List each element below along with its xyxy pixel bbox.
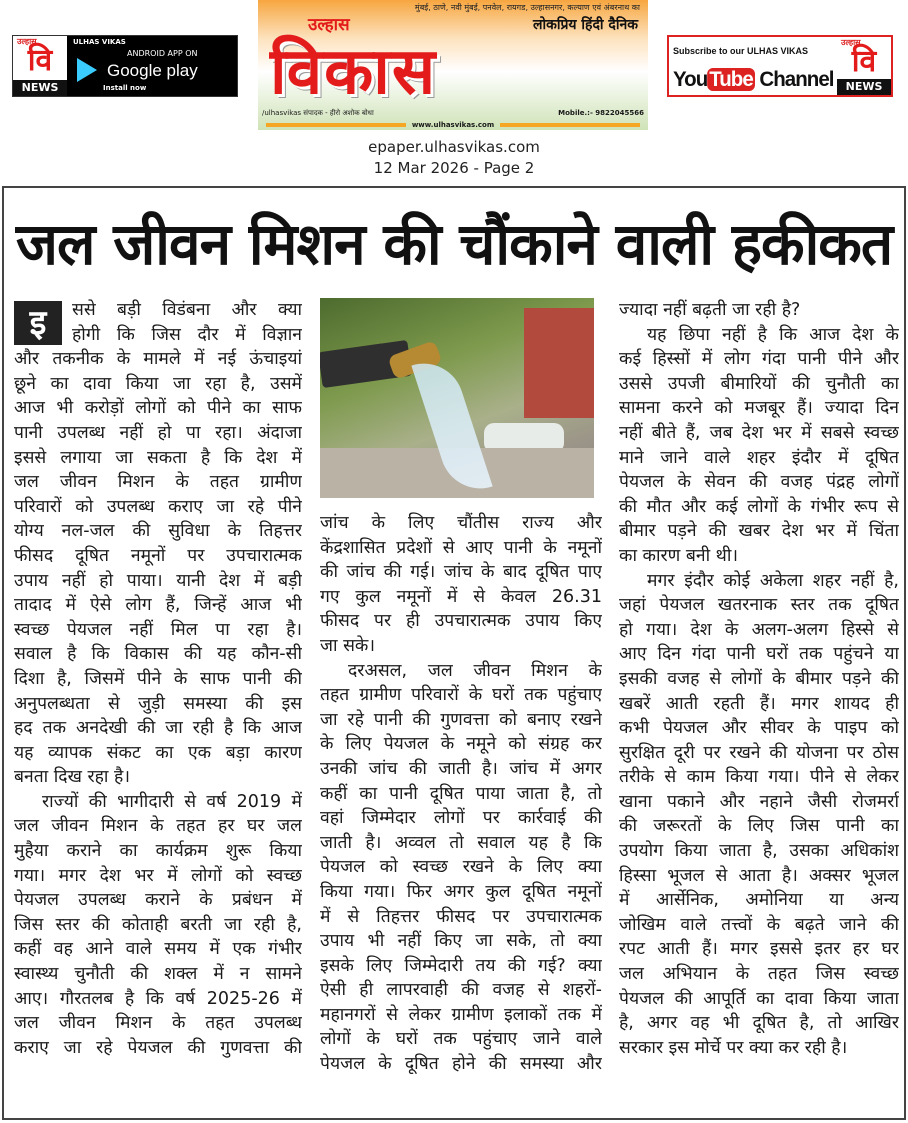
article-line: स्वास्थ्य चुनौती की शक्ल में न सामने xyxy=(14,964,302,985)
article-line: तरीके से काम किया गया। पीने से लेकर xyxy=(619,767,899,788)
masthead-info-strip xyxy=(258,107,648,119)
article-line: पानी उपलब्ध नहीं हो पा रहा। अंदाजा xyxy=(14,422,302,443)
article-line: छूने का दावा किया जा रहा है, उसमें xyxy=(14,373,302,394)
article-line: बनता दिख रहा है। xyxy=(14,767,130,788)
article-line: हो गया। देश के अलग-अलग हिस्से से xyxy=(619,619,899,640)
article-line: माने जाने वाले शहर इंदौर में दूषित xyxy=(619,447,899,468)
article-line: कहीं का पानी दूषित पाया जाता है, तो xyxy=(320,783,602,804)
article-line: फीसद दूषित नमूनों पर उपचारात्मक xyxy=(14,545,302,566)
google-play-badge[interactable] xyxy=(67,36,237,96)
youtube-subscribe[interactable] xyxy=(669,37,837,95)
article-line: लोगों के घरों तक पहुंचाए जाने वाले xyxy=(320,1029,602,1050)
article-line: राज्यों की भागीदारी से वर्ष 2019 में xyxy=(42,791,302,812)
article-line: जिस स्तर की कोताही बरती जा रही है, xyxy=(14,914,302,935)
article-line: बीमार पड़ने की खबर देश भर में चिंता xyxy=(619,521,899,542)
article-paragraph xyxy=(14,790,302,1061)
article-line: उपयोग किया जाता है, उसका अधिकांश xyxy=(619,841,899,862)
article-line: होगी कि जिस दौर में विज्ञान xyxy=(72,324,302,345)
article-line: गया। मगर देश भर में लोगों को स्वच्छ xyxy=(14,865,302,886)
article-line: ससे बड़ी विडंबना और क्या xyxy=(72,300,302,320)
article-line: यह व्यापक संकट का एक बड़ा कारण xyxy=(14,742,302,763)
logo-letter: वि xyxy=(851,44,877,79)
logo-letter: वि xyxy=(27,43,53,78)
article-line: आए। गौरतलब है कि वर्ष 2025-26 में xyxy=(14,988,302,1009)
epaper-date-page: 12 Mar 2026 - Page 2 xyxy=(373,159,535,177)
article-line: के लिए पेयजल के नमूने को संग्रह कर xyxy=(320,734,602,755)
ulhas-vikas-news-logo xyxy=(837,37,891,95)
drop-cap: इ xyxy=(14,301,62,345)
masthead-title: विकास xyxy=(270,35,438,109)
article-line: जल जीवन मिशन के तहत ग्रामीण xyxy=(14,472,302,493)
article-line: इससे लगाया जा सकता है कि देश में xyxy=(14,447,302,468)
youtube-channel-banner[interactable] xyxy=(667,35,893,97)
article-line: पेयजल उपलब्ध कराने के प्रबंधन में xyxy=(14,890,302,911)
masthead-social-editor: /ulhasvikas संपादक - हीरो अशोक बोधा xyxy=(262,109,374,117)
article-line: पेयजल की आपूर्ति का दावा किया जाता xyxy=(619,988,899,1009)
article-line: खाना पकाने और नहाने जैसी रोजमर्रा xyxy=(619,791,899,812)
masthead-mobile: Mobile.:- 9822045566 xyxy=(558,109,644,117)
article-line: कहीं वह आने वाले समय में एक गंभीर xyxy=(14,939,302,960)
article-line: जा रहे पानी की गुणवत्ता को बनाए रखने xyxy=(320,709,602,730)
article-line: नहीं बीते हैं, जब देश भर में सबसे स्वच्छ xyxy=(619,422,899,443)
article-paragraph xyxy=(619,323,899,569)
article-line: ज्यादा नहीं बढ़ती जा रही है? xyxy=(619,300,801,320)
article-line: अनुपलब्धता से जुड़ी समस्या की इस xyxy=(14,693,302,714)
youtube-you: You xyxy=(673,68,708,91)
article-line: जल अभियान के तहत जिस स्वच्छ xyxy=(619,964,899,985)
article-headline-text: जल जीवन मिशन की चौंकाने वाली हकीकत xyxy=(15,210,893,278)
masthead-ulhas: उल्हास xyxy=(308,15,350,35)
article-line: परिवारों को उपलब्ध कराए जा रहे पीने xyxy=(14,496,302,517)
article-line: कई हिस्सों में लोग गंदा पानी पीने और xyxy=(619,349,899,370)
article-line: की जांच की गई। जांच के बाद दूषित पाए xyxy=(320,562,602,583)
article-line: यह छिपा नहीं है कि आज देश के xyxy=(647,324,899,345)
article-line: उपाय नहीं हो पाया। यानी देश में बड़ी xyxy=(14,570,302,591)
photo-house xyxy=(524,308,594,418)
article-paragraph xyxy=(320,659,602,1077)
install-now-label: Install now xyxy=(103,84,147,92)
ulhas-vikas-news-logo xyxy=(13,36,67,96)
newspaper-masthead xyxy=(258,0,648,130)
article-column-1 xyxy=(14,298,302,1060)
article-line: रपट आती हैं। मगर इससे इतर हर घर xyxy=(619,939,899,960)
logo-small-text: उल्हास xyxy=(17,37,37,46)
article-column-3 xyxy=(619,298,899,1060)
article-line: स्वच्छ पेयजल नहीं मिल पा रहा है। xyxy=(14,619,302,640)
logo-news-label: NEWS xyxy=(837,79,891,95)
article-line: ऐसी ही लापरवाही की वजह से शहरों- xyxy=(320,980,602,1001)
article-line: केंद्रशासित प्रदेशों से आए पानी के नमूनों xyxy=(320,537,602,558)
logo-news-label: NEWS xyxy=(13,80,67,96)
article-line: तहत ग्रामीण परिवारों के घरों तक पहुंचाए xyxy=(320,685,602,706)
article-line: की जरूरतों के लिए जिस पानी का xyxy=(619,816,899,837)
article-line: में से तिहत्तर फीसद पर उपचारात्मक xyxy=(320,906,602,927)
article-paragraph xyxy=(619,298,899,323)
article-line: आए दिन गंदा पानी घरों तक पहुंचने या xyxy=(619,644,899,665)
article-line: उससे उपजी बीमारियों की चुनौती का xyxy=(619,373,899,394)
water-tap-photo xyxy=(320,298,594,498)
youtube-channel-label xyxy=(673,67,833,93)
article-line: सरकार इस मोर्चे पर क्या कर रही है। xyxy=(619,1037,848,1058)
article-line: गए कुल नमूनों में से केवल 26.31 xyxy=(320,586,602,607)
article-line: सुरक्षित दूरी पर रखने की योजना पर ठोस xyxy=(619,742,899,763)
article-line: पेयजल के सेवन की वजह पंद्रह लोगों xyxy=(619,472,899,493)
article-line: जहां पेयजल खतरनाक स्तर तक दूषित xyxy=(619,595,899,616)
article-line: किया गया। फिर अगर कुल दूषित नमूनों xyxy=(320,881,602,902)
article-line: आज भी करोड़ों लोगों को पीने का साफ xyxy=(14,398,302,419)
masthead-website: www.ulhasvikas.com xyxy=(258,120,648,130)
article-line: में आर्सेनिक, अमोनिया या अन्य xyxy=(619,890,899,911)
youtube-tube: Tube xyxy=(709,68,753,91)
article-line: की मौत और कई लोगों के गंभीर रूप से xyxy=(619,496,899,517)
logo-small-text: उल्हास xyxy=(841,38,861,47)
article-line: मगर इंदौर कोई अकेला शहर नहीं है, xyxy=(647,570,899,591)
brand-label: ULHAS VIKAS xyxy=(73,38,126,46)
article-headline xyxy=(4,204,904,284)
article-line: इसके लिए जिम्मेदारी तय की गई? क्या xyxy=(320,955,602,976)
article-line: सामना करने को मजबूर हैं। ज्यादा दिन xyxy=(619,398,899,419)
article-line: तादाद में ऐसे लोग हैं, जिन्हें आज भी xyxy=(14,595,302,616)
article-line: खबरें आती रहती हैं। मगर शायद ही xyxy=(619,693,899,714)
article-line: कराए जा रहे पेयजल की गुणवत्ता की xyxy=(14,1037,302,1058)
android-app-banner[interactable] xyxy=(12,35,238,97)
article-line: कभी पेयजल और सीवर के पाइप को xyxy=(619,718,899,739)
article-line: पेयजल को स्वच्छ रखने के लिए क्या xyxy=(320,857,602,878)
article-line: का कारण बनी थी। xyxy=(619,545,739,566)
google-play-icon xyxy=(77,58,97,82)
article-line: वहां जिम्मेदार लोगों पर कार्रवाई की xyxy=(320,808,602,829)
article-line: दरअसल, जल जीवन मिशन के xyxy=(348,660,602,681)
article-line: जल जीवन मिशन के तहत उपलब्ध xyxy=(14,1013,302,1034)
subscribe-label: Subscribe to our ULHAS VIKAS xyxy=(673,46,809,56)
article-line: पेयजल के दूषित होने की समस्या और xyxy=(320,1054,602,1075)
article-line: सवाल है कि विकास की यह कौन-सी xyxy=(14,644,302,665)
article-line: उनकी जांच की जाती है। जांच में अगर xyxy=(320,758,602,779)
article-line: जाती है। अव्वल तो सवाल यह है कि xyxy=(320,832,602,853)
article-paragraph xyxy=(320,511,602,659)
article-line: योग्य नल-जल की सुविधा के तिहत्तर xyxy=(14,521,302,542)
google-play-label: Google play xyxy=(107,61,198,80)
article-column-2 xyxy=(320,511,602,1077)
article-line: हद तक अनदेखी की जा रही है कि आज xyxy=(14,718,302,739)
article-line: है, अगर वह भी दूषित है, तो आखिर xyxy=(619,1013,899,1034)
article-line: फीसद पर ही उपचारात्मक उपाय किए xyxy=(320,611,602,632)
article xyxy=(2,186,906,1120)
article-paragraph xyxy=(14,298,302,790)
article-line: जा सके। xyxy=(320,635,375,656)
youtube-channel: Channel xyxy=(759,68,834,91)
article-line: महानगरों से लेकर ग्रामीण इलाकों तक में xyxy=(320,1004,602,1025)
article-line: जोखिम वाले तत्त्वों के बढ़ते जाने की xyxy=(619,914,899,935)
masthead-tagline: लोकप्रिय हिंदी दैनिक xyxy=(532,17,638,33)
article-paragraph xyxy=(619,569,899,1061)
article-line: और तकनीक के मामले में नई ऊंचाइयां xyxy=(14,349,302,370)
article-line: मुहैया कराने का कार्यक्रम शुरू किया xyxy=(14,841,302,862)
article-line: हिस्सा भूजल से आता है। अक्सर भूजल xyxy=(619,865,899,886)
article-line: इसकी वजह से लोगों के बीमार पड़ने की xyxy=(619,668,899,689)
masthead-cities: मुंबई, ठाणे, नवी मुंबई, पनवेल, रायगड, उल्हासनगर, कल्याण एवं अंबरनाथ का xyxy=(414,3,640,12)
article-line: जांच के लिए चौंतीस राज्य और xyxy=(320,513,602,533)
article-line: जल जीवन मिशन के तहत हर घर जल xyxy=(14,816,302,837)
epaper-site[interactable]: epaper.ulhasvikas.com xyxy=(368,138,540,156)
article-line: उपाय भी नहीं किए जा सके, तो क्या xyxy=(320,931,602,952)
article-line: दिशा है, जिसमें पीने के साफ पानी की xyxy=(14,668,302,689)
android-app-on-label: ANDROID APP ON xyxy=(127,49,198,58)
